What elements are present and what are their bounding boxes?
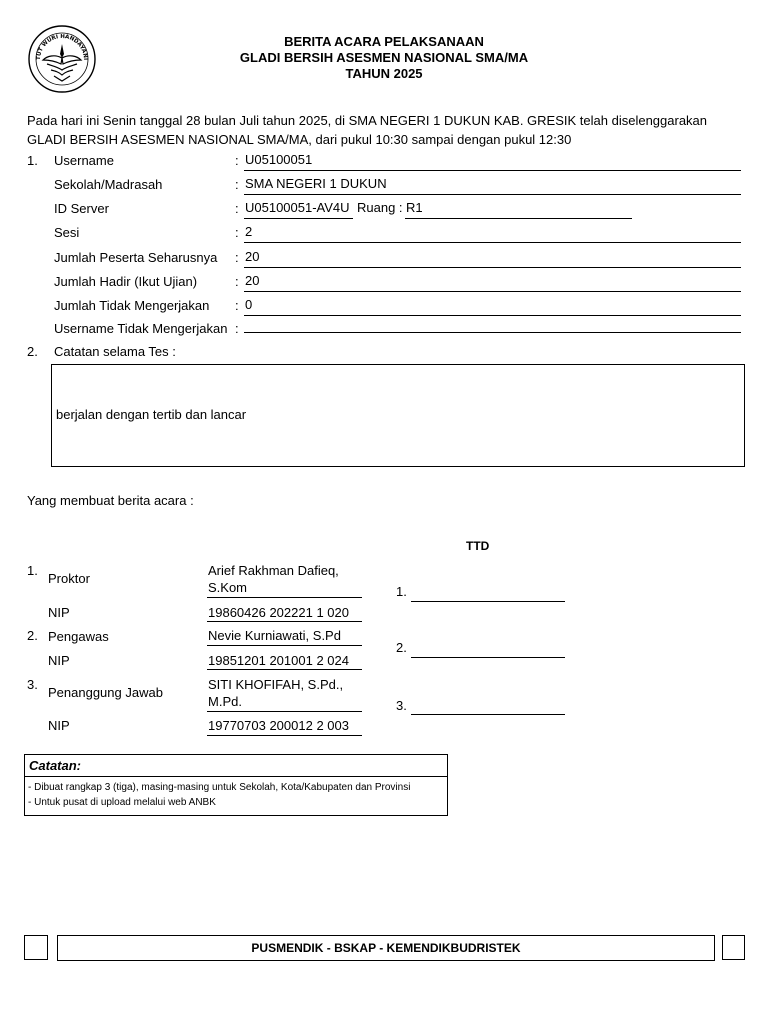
signature-line	[411, 601, 565, 602]
section2-number: 2.	[27, 344, 38, 359]
field-label-id-server: ID Server	[54, 201, 109, 216]
underline	[207, 621, 362, 622]
colon: :	[235, 321, 239, 336]
intro-paragraph: Pada hari ini Senin tanggal 28 bulan Juli tahun 2025, di SMA NEGERI 1 DUKUN KAB. GRESIK telah diselenggarakan GLADI BERSIH ASESMEN NASIONAL SMA/MA, dari pukul 10:30 sampai dengan pukul 12:30	[27, 113, 708, 147]
underline	[244, 332, 741, 333]
colon: :	[235, 225, 239, 240]
signer-name-line2: S.Kom	[208, 580, 248, 595]
underline	[207, 735, 362, 736]
signature-line	[411, 657, 565, 658]
underline	[244, 315, 741, 316]
catatan-header	[25, 755, 447, 777]
footer-label: PUSMENDIK - BSKAP - KEMENDIKBUDRISTEK	[57, 935, 715, 961]
signer-nip: 19860426 202221 1 020	[208, 605, 349, 620]
underline	[405, 218, 632, 219]
signer-name-line2: M.Pd.	[208, 694, 242, 709]
ttd-heading: TTD	[466, 539, 490, 553]
signer-name-line1: Arief Rakhman Dafieq,	[208, 563, 339, 578]
signer-nip: 19851201 201001 2 024	[208, 653, 349, 668]
field-value-ruang: R1	[406, 200, 423, 215]
colon: :	[235, 298, 239, 313]
signer-role-proktor: Proktor	[48, 571, 90, 586]
field-label-attendance: Jumlah Hadir (Ikut Ujian)	[54, 274, 198, 289]
catatan-line: - Dibuat rangkap 3 (tiga), masing-masing untuk Sekolah, Kota/Kabupaten dan Provinsi	[28, 782, 411, 793]
field-value-id-server: U05100051-AV4U	[245, 200, 350, 215]
underline	[207, 711, 362, 712]
signer-number: 1.	[27, 563, 38, 578]
doc-title-line2: GLADI BERSIH ASESMEN NASIONAL SMA/MA	[239, 50, 529, 65]
catatan-line: - Untuk pusat di upload melalui web ANBK	[28, 797, 216, 808]
field-label-school: Sekolah/Madrasah	[54, 177, 163, 192]
signer-role-penanggung-jawab: Penanggung Jawab	[48, 685, 163, 700]
footer-right-box	[722, 935, 745, 960]
footer-left-box	[24, 935, 48, 960]
underline	[207, 669, 362, 670]
signature-number: 1.	[396, 584, 407, 599]
signer-name-line1: Nevie Kurniawati, S.Pd	[208, 628, 341, 643]
colon: :	[235, 177, 239, 192]
colon: :	[235, 250, 239, 265]
signers-intro: Yang membuat berita acara :	[27, 493, 194, 508]
logo-motto: TUT WURI HANDAYANI	[35, 33, 89, 61]
signer-role-pengawas: Pengawas	[48, 629, 109, 644]
underline	[207, 597, 362, 598]
nip-label: NIP	[48, 605, 70, 620]
field-label-absent-usernames: Username Tidak Mengerjakan	[54, 321, 228, 336]
field-label-username: Username	[54, 153, 114, 168]
underline	[244, 194, 741, 195]
test-notes-box	[51, 364, 745, 467]
field-label-session: Sesi	[54, 225, 80, 240]
underline	[244, 291, 741, 292]
nip-label: NIP	[48, 653, 70, 668]
colon: :	[235, 274, 239, 289]
signer-number: 2.	[27, 628, 38, 643]
test-notes-text: berjalan dengan tertib dan lancar	[56, 407, 247, 422]
field-value-attendance: 20	[245, 273, 260, 288]
colon: :	[235, 153, 239, 168]
signature-number: 2.	[396, 640, 407, 655]
field-label-expected-participants: Jumlah Peserta Seharusnya	[54, 250, 218, 265]
catatan-title: Catatan:	[29, 758, 82, 773]
field-label-absent-count: Jumlah Tidak Mengerjakan	[54, 298, 210, 313]
doc-title-line1: BERITA ACARA PELAKSANAAN	[284, 34, 484, 49]
field-value-absent-count: 0	[245, 297, 253, 312]
underline	[244, 267, 741, 268]
signer-number: 3.	[27, 677, 38, 692]
underline	[244, 170, 741, 171]
field-value-username: U05100051	[245, 152, 313, 167]
field-label-ruang: Ruang :	[357, 200, 403, 215]
nip-label: NIP	[48, 718, 70, 733]
underline	[244, 242, 741, 243]
field-value-session: 2	[245, 224, 253, 239]
signature-line	[411, 714, 565, 715]
signer-name-line1: SITI KHOFIFAH, S.Pd.,	[208, 677, 344, 692]
doc-title-line3: TAHUN 2025	[345, 66, 423, 81]
underline	[244, 218, 353, 219]
signature-number: 3.	[396, 698, 407, 713]
field-value-school: SMA NEGERI 1 DUKUN	[245, 176, 387, 191]
section2-label: Catatan selama Tes :	[54, 344, 176, 359]
colon: :	[235, 201, 239, 216]
catatan-box	[24, 754, 448, 816]
field-value-expected-participants: 20	[245, 249, 260, 264]
signer-nip: 19770703 200012 2 003	[208, 718, 349, 733]
underline	[207, 645, 362, 646]
section1-number: 1.	[27, 153, 38, 168]
